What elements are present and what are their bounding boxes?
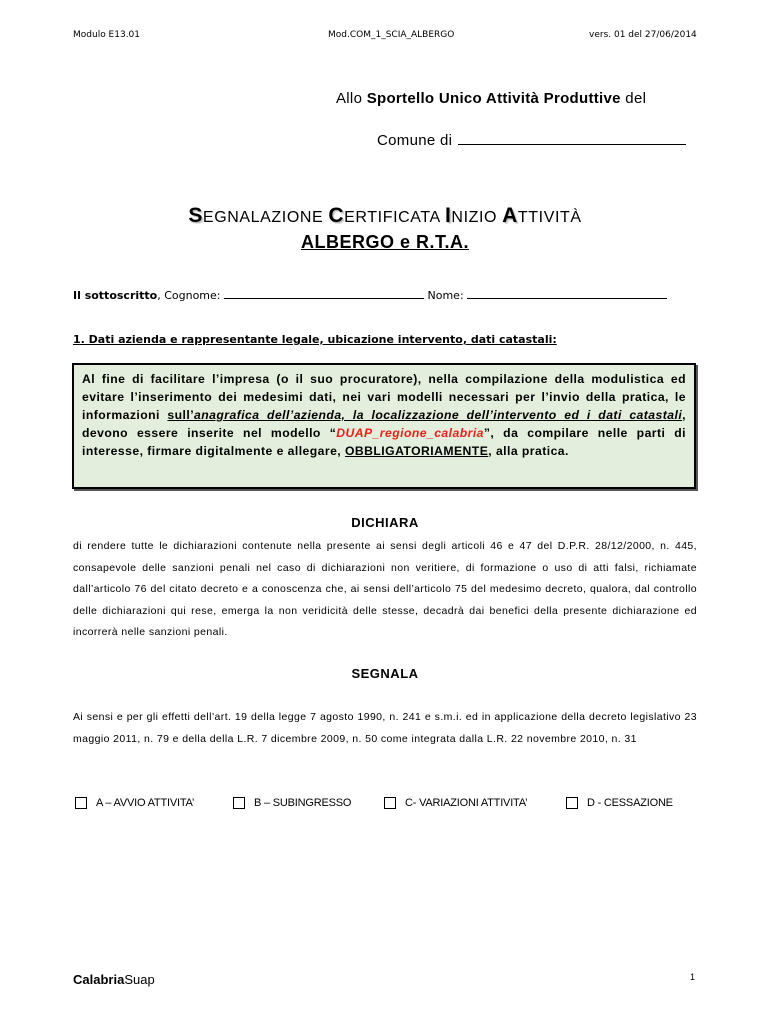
cognome-field[interactable] (224, 289, 424, 299)
notice-part-4: , devono essere inserite nel modello “ (82, 408, 686, 440)
title-word-4: TTIVITÀ (517, 209, 582, 226)
option-subingresso[interactable] (233, 797, 351, 809)
title-word-3: NIZIO (451, 209, 503, 226)
dichiara-heading: DICHIARA (351, 515, 419, 530)
checkbox-icon[interactable] (75, 797, 87, 809)
notice-model-name: DUAP_regione_calabria (336, 426, 484, 440)
recipient-office: Sportello Unico Attività Produttive (366, 90, 621, 107)
notice-part-8: , alla pratica. (488, 444, 569, 458)
cognome-label: , Cognome: (157, 289, 221, 302)
notice-text (82, 370, 686, 460)
form-title (0, 204, 770, 228)
option-label: D - CESSAZIONE (587, 797, 673, 809)
nome-field[interactable] (467, 289, 667, 299)
option-cessazione[interactable] (566, 797, 673, 809)
sottoscritto-label: Il sottoscritto (73, 289, 158, 302)
title-cap-i: I (444, 204, 452, 227)
notice-box (72, 363, 696, 489)
segnala-heading: SEGNALA (351, 666, 419, 681)
notice-part-6: ”, da compilare nelle parti di interesse, firmare digitalmente e allegare, (82, 426, 686, 458)
title-word-1: EGNALAZIONE (202, 209, 329, 226)
title-word-2: ERTIFICATA (344, 209, 445, 226)
option-label: B – SUBINGRESSO (254, 797, 352, 809)
recipient-suffix: del (620, 90, 647, 107)
option-label: A – AVVIO ATTIVITA’ (96, 797, 195, 809)
header-form-name: Mod.COM_1_SCIA_ALBERGO (328, 30, 455, 40)
option-avvio[interactable] (75, 797, 194, 809)
recipient-line (336, 90, 646, 107)
calabriasuap-logo (73, 972, 155, 987)
comune-label: Comune di (377, 132, 453, 149)
header-module-code: Modulo E13.01 (73, 30, 141, 40)
section-1-heading: 1. Dati azienda e rappresentante legale, ubicazione intervento, dati catastali: (73, 333, 557, 346)
option-variazioni[interactable] (384, 797, 527, 809)
title-cap-s: S (188, 204, 203, 227)
comune-field[interactable] (458, 130, 686, 145)
checkbox-icon[interactable] (233, 797, 245, 809)
nome-label: Nome: (427, 289, 464, 302)
title-cap-c: C (328, 204, 345, 227)
option-label: C- VARIAZIONI ATTIVITA’ (405, 797, 528, 809)
logo-rest: Suap (124, 972, 155, 987)
notice-part-2: sull’ (167, 408, 195, 422)
dichiara-text: di rendere tutte le dichiarazioni contenute nella presente ai sensi degli articoli 46 e 47 del D.P.R. 28/12/2000, n. 445, consapevole delle sanzioni penali nel caso di dichiarazioni non veritiere, di formazione o uso di atti falsi, richiamate dall’articolo 76 del citato decreto e a conoscenza che, ai sensi dell’articolo 75 del medesimo decreto, qualora, dal controllo delle dichiarazioni qui rese, emerga la non veridicità delle stesse, decadrà dai benefici della presente dichiarazione ed incorrerà nelle sanzioni penali. (73, 540, 697, 638)
checkbox-icon[interactable] (384, 797, 396, 809)
segnala-text: Ai sensi e per gli effetti dell’art. 19 della legge 7 agosto 1990, n. 241 e s.m.i. ed in applicazione della decreto legislativo 23 maggio 2011, n. 79 e della della L.R. 7 dicembre 2009, n. 50 come integrata dalla L.R. 22 novembre 2010, n. 31 (73, 711, 697, 745)
header-version: vers. 01 del 27/06/2014 (589, 30, 697, 40)
notice-part-3: anagrafica dell’azienda, la localizzazione dell’intervento ed i dati catastali (194, 408, 683, 422)
notice-part-1: Al fine di facilitare l’impresa (o il suo procuratore), nella compilazione della modulistica ed evitare l’inserimento dei medesimi dati, nei vari modelli necessari per l’invio della pratica, le informazioni (82, 372, 686, 422)
title-cap-a: A (502, 204, 518, 227)
comune-line (377, 130, 686, 149)
subtitle-text: ALBERGO e R.T.A. (300, 232, 469, 252)
form-subtitle (0, 232, 770, 253)
logo-bold: Calabria (73, 972, 125, 987)
notice-mandatory: OBBLIGATORIAMENTE (344, 444, 489, 458)
sottoscritto-line (73, 289, 667, 302)
recipient-prefix: Allo (336, 90, 367, 107)
page-number: 1 (690, 972, 696, 982)
checkbox-icon[interactable] (566, 797, 578, 809)
